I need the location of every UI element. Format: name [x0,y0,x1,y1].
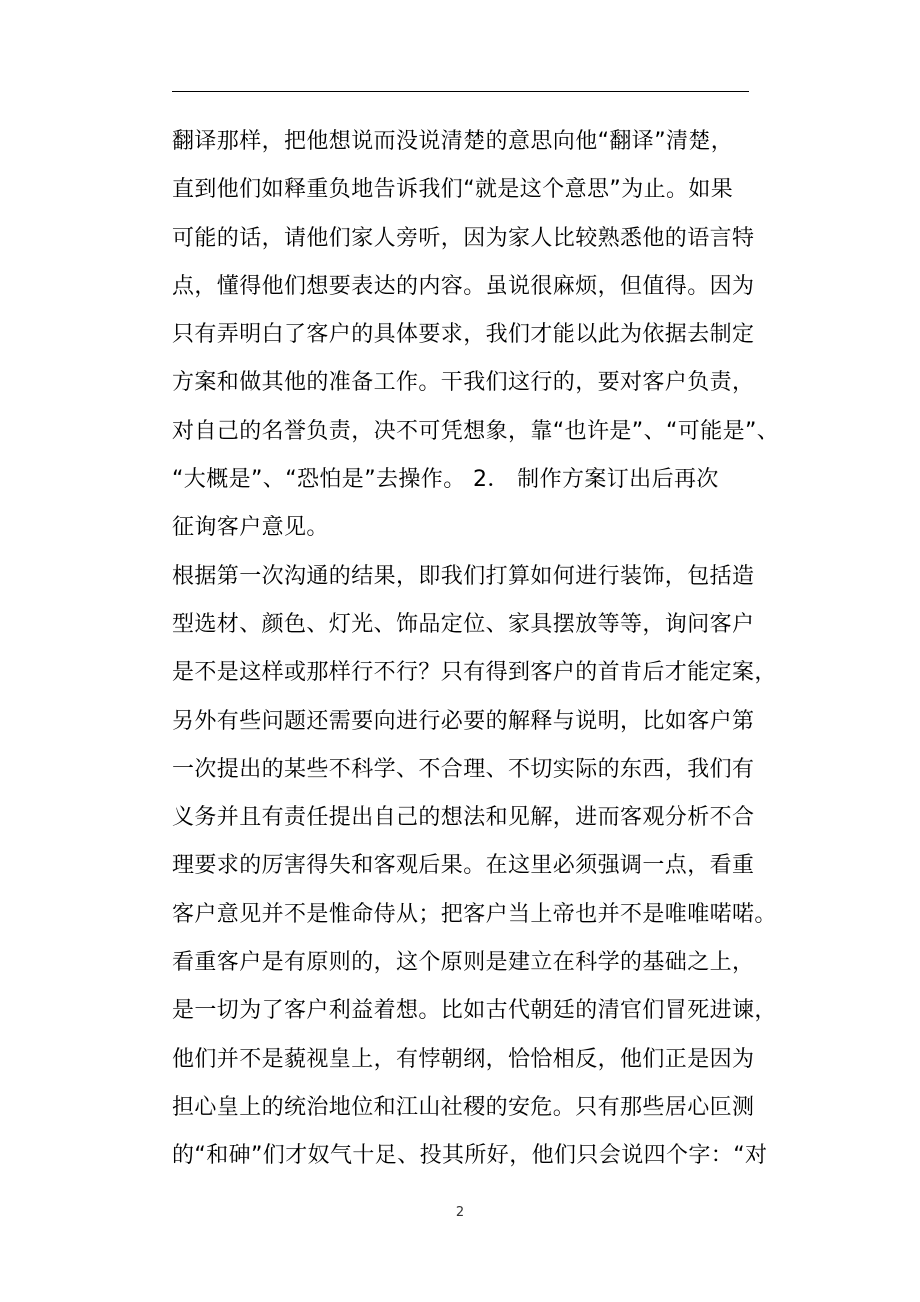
text-line: 翻译那样，把他想说而没说清楚的意思向他“翻译”清楚， [172,129,734,154]
text-line: 点，懂得他们想要表达的内容。虽说很麻烦，但值得。因为 [172,273,755,299]
page-number: 2 [455,1205,465,1220]
body-text [172,118,780,1181]
text-line: 理要求的厉害得失和客观后果。在这里必须强调一点，看重 [172,853,755,879]
text-line: 一次提出的某些不科学、不合理、不切实际的东西，我们有 [172,756,755,782]
text-line: 对自己的名誉负责，决不可凭想象，靠“也许是”、“可能是”、 [172,418,780,444]
text-line: 只有弄明白了客户的具体要求，我们才能以此为依据去制定 [172,322,755,348]
text-line: 担心皇上的统治地位和江山社稷的安危。只有那些居心叵测 [172,1094,755,1120]
text-line: 可能的话，请他们家人旁听，因为家人比较熟悉他的语言特 [172,225,755,251]
text-line: 看重客户是有原则的，这个原则是建立在科学的基础之上， [172,950,755,976]
text-line: 义务并且有责任提出自己的想法和见解，进而客观分析不合 [172,805,755,831]
text-line: 型选材、颜色、灯光、饰品定位、家具摆放等等，询问客户 [172,611,755,637]
header-rule [172,91,749,92]
text-line: 是一切为了客户利益着想。比如古代朝廷的清官们冒死进谏， [172,998,777,1024]
text-line: 的“和砷”们才奴气十足、投其所好，他们只会说四个字：“对 [172,1143,768,1169]
text-line: “大概是”、“恐怕是”去操作。 2． 制作方案订出后再次 [172,467,719,493]
text-line: 另外有些问题还需要向进行必要的解释与说明，比如客户第 [172,708,755,734]
text-line: 他们并不是藐视皇上，有悖朝纲，恰恰相反，他们正是因为 [172,1046,755,1072]
text-line: 征询客户意见。 [172,515,329,541]
text-line: 方案和做其他的准备工作。干我们这行的，要对客户负责， [172,370,755,396]
text-line: 直到他们如释重负地告诉我们“就是这个意思”为止。如果 [172,177,734,203]
text-line: 是不是这样或那样行不行？只有得到客户的首肯后才能定案， [172,660,777,686]
text-line: 根据第一次沟通的结果，即我们打算如何进行装饰，包括造 [172,563,755,589]
text-line: 客户意见并不是惟命侍从；把客户当上帝也并不是唯唯喏喏。 [172,901,777,927]
